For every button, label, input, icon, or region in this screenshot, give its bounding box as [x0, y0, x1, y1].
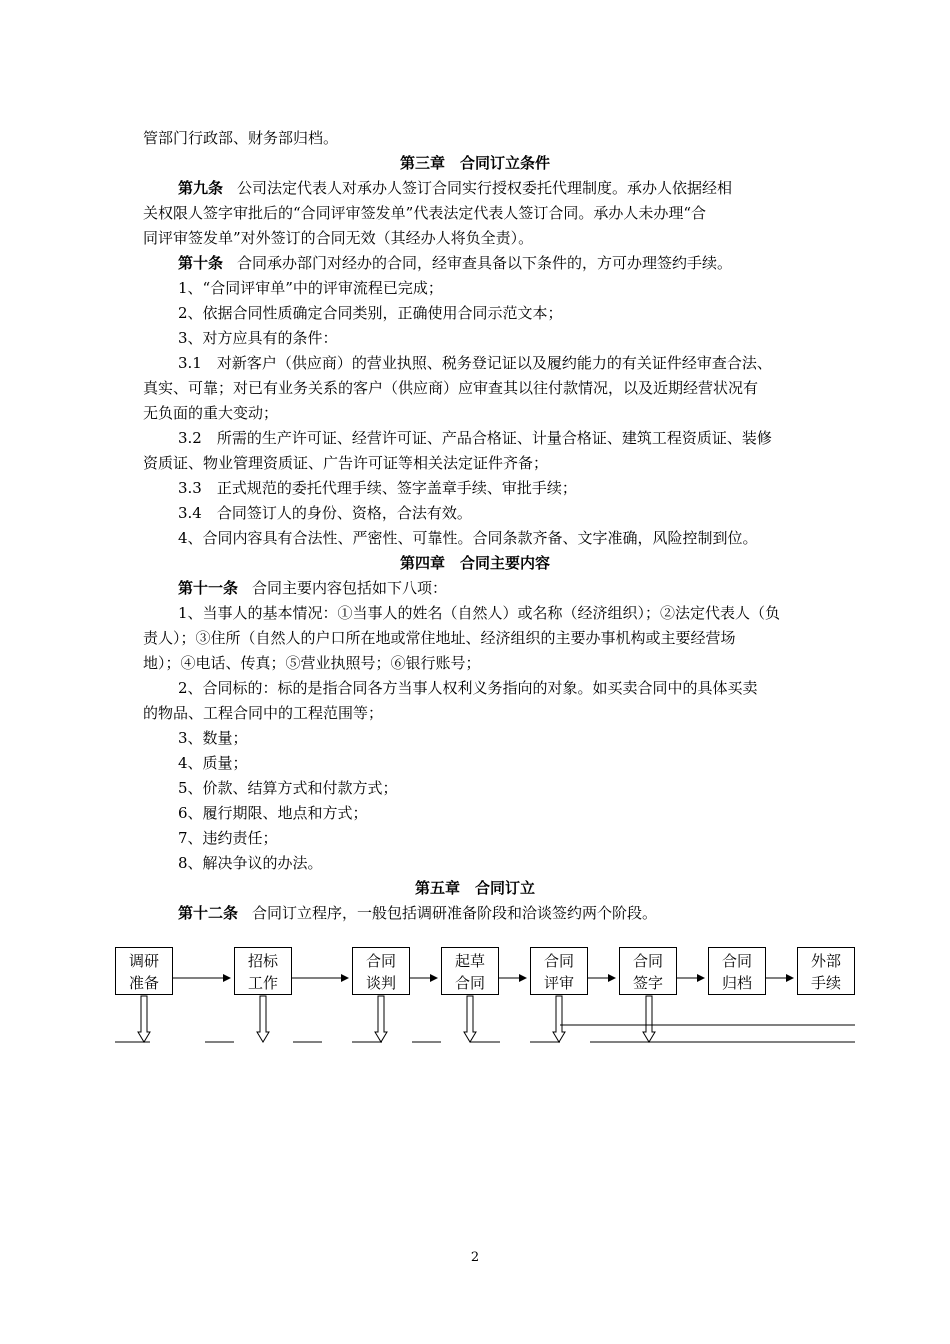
page-number: 2 — [470, 1250, 480, 1265]
article-12-line — [178, 903, 848, 923]
list-item: 5、价款、结算方式和付款方式； — [178, 779, 398, 797]
text-line: 关权限人签字审批后的“合同评审签发单”代表法定代表人签订合同。承办人未办理“合 — [143, 204, 707, 222]
article-12-text: 合同订立程序，一般包括调研准备阶段和洽谈签约两个阶段。 — [252, 904, 658, 922]
flow-step-label: 合同 — [632, 952, 663, 970]
list-item: 3.4 合同签订人的身份、资格，合法有效。 — [178, 504, 472, 522]
flow-step-label: 准备 — [128, 974, 159, 992]
flow-step-box — [797, 947, 855, 995]
down-arrow-icon — [464, 996, 476, 1042]
article-11-text: 合同主要内容包括如下八项： — [252, 579, 448, 597]
list-item: 2、依据合同性质确定合同类别，正确使用合同示范文本； — [178, 304, 563, 322]
text-line: 的物品、工程合同中的工程范围等； — [143, 704, 384, 722]
flow-step-label: 合同 — [365, 952, 396, 970]
article-10-text: 合同承办部门对经办的合同，经审查具备以下条件的，方可办理签约手续。 — [237, 254, 733, 272]
flow-step-label: 谈判 — [365, 974, 396, 992]
article-9-text: 公司法定代表人对承办人签订合同实行授权委托代理制度。承办人依据经相 — [237, 179, 733, 197]
list-item: 2、合同标的：标的是指合同各方当事人权利义务指向的对象。如买卖合同中的具体买卖 — [178, 679, 758, 697]
flow-step-label: 调研 — [128, 952, 159, 970]
text-line: 管部门行政部、财务部归档。 — [143, 129, 339, 147]
text-line: 地）；④电话、传真；⑤营业执照号；⑥银行账号； — [143, 654, 481, 672]
chapter-4-heading: 第四章 合同主要内容 — [399, 554, 550, 572]
flow-step-label: 签字 — [632, 974, 663, 992]
article-10-line — [178, 253, 848, 273]
flow-step-box — [708, 947, 766, 995]
flow-step-label: 外部 — [810, 952, 841, 970]
list-item: 6、履行期限、地点和方式； — [178, 804, 368, 822]
down-arrow-icon — [643, 996, 655, 1042]
article-9-label: 第九条 — [178, 179, 224, 197]
flow-step-label: 合同 — [543, 952, 574, 970]
down-arrow-icon — [375, 996, 387, 1042]
article-11-line — [178, 578, 848, 598]
text-line: 责人）；③住所（自然人的户口所在地或常住地址、经济组织的主要办事机构或主要经营场 — [143, 629, 736, 647]
flow-step-box — [530, 947, 588, 995]
flow-step-box — [234, 947, 292, 995]
flow-step-label: 归档 — [721, 974, 752, 992]
article-9-line — [178, 178, 848, 198]
flow-step-label: 起草 — [454, 952, 485, 970]
flow-step-label: 合同 — [454, 974, 485, 992]
text-line: 真实、可靠；对已有业务关系的客户（供应商）应审查其以往付款情况，以及近期经营状况有 — [143, 379, 759, 397]
chapter-3-heading: 第三章 合同订立条件 — [399, 154, 550, 172]
flow-step-label: 招标 — [247, 952, 278, 970]
list-item: 3.2 所需的生产许可证、经营许可证、产品合格证、计量合格证、建筑工程资质证、装修 — [178, 429, 772, 447]
list-item: 3.1 对新客户（供应商）的营业执照、税务登记证以及履约能力的有关证件经审查合法、 — [178, 354, 772, 372]
list-item: 7、违约责任； — [178, 829, 278, 847]
flow-step-label: 合同 — [721, 952, 752, 970]
flow-step-label: 工作 — [247, 974, 278, 992]
article-10-label: 第十条 — [178, 254, 224, 272]
chapter-5-heading: 第五章 合同订立 — [414, 879, 535, 897]
flow-step-box — [115, 947, 173, 995]
list-item: 1、“合同评审单”中的评审流程已完成； — [178, 279, 443, 297]
article-11-label: 第十一条 — [178, 579, 239, 597]
text-line: 无负面的重大变动； — [143, 404, 279, 422]
down-arrow-icon — [553, 996, 565, 1042]
list-item: 8、解决争议的办法。 — [178, 854, 323, 872]
list-item: 1、当事人的基本情况：①当事人的姓名（自然人）或名称（经济组织）；②法定代表人（负 — [178, 604, 781, 622]
down-arrow-icon — [257, 996, 269, 1042]
article-12-label: 第十二条 — [178, 904, 239, 922]
list-item: 3、数量； — [178, 729, 248, 747]
flow-step-box — [619, 947, 677, 995]
list-item: 4、质量； — [178, 754, 248, 772]
flow-step-label: 手续 — [810, 974, 841, 992]
list-item: 4、合同内容具有合法性、严密性、可靠性。合同条款齐备、文字准确，风险控制到位。 — [178, 529, 758, 547]
list-item: 3、对方应具有的条件： — [178, 329, 338, 347]
flow-step-label: 评审 — [543, 974, 574, 992]
down-arrows — [138, 996, 655, 1042]
text-line: 同评审签发单”对外签订的合同无效（其经办人将负全责）。 — [143, 229, 534, 247]
flow-step-box — [352, 947, 410, 995]
down-arrow-icon — [138, 996, 150, 1042]
text-line: 资质证、物业管理资质证、广告许可证等相关法定证件齐备； — [143, 454, 549, 472]
list-item: 3.3 正式规范的委托代理手续、签字盖章手续、审批手续； — [178, 479, 577, 497]
flow-step-box — [441, 947, 499, 995]
